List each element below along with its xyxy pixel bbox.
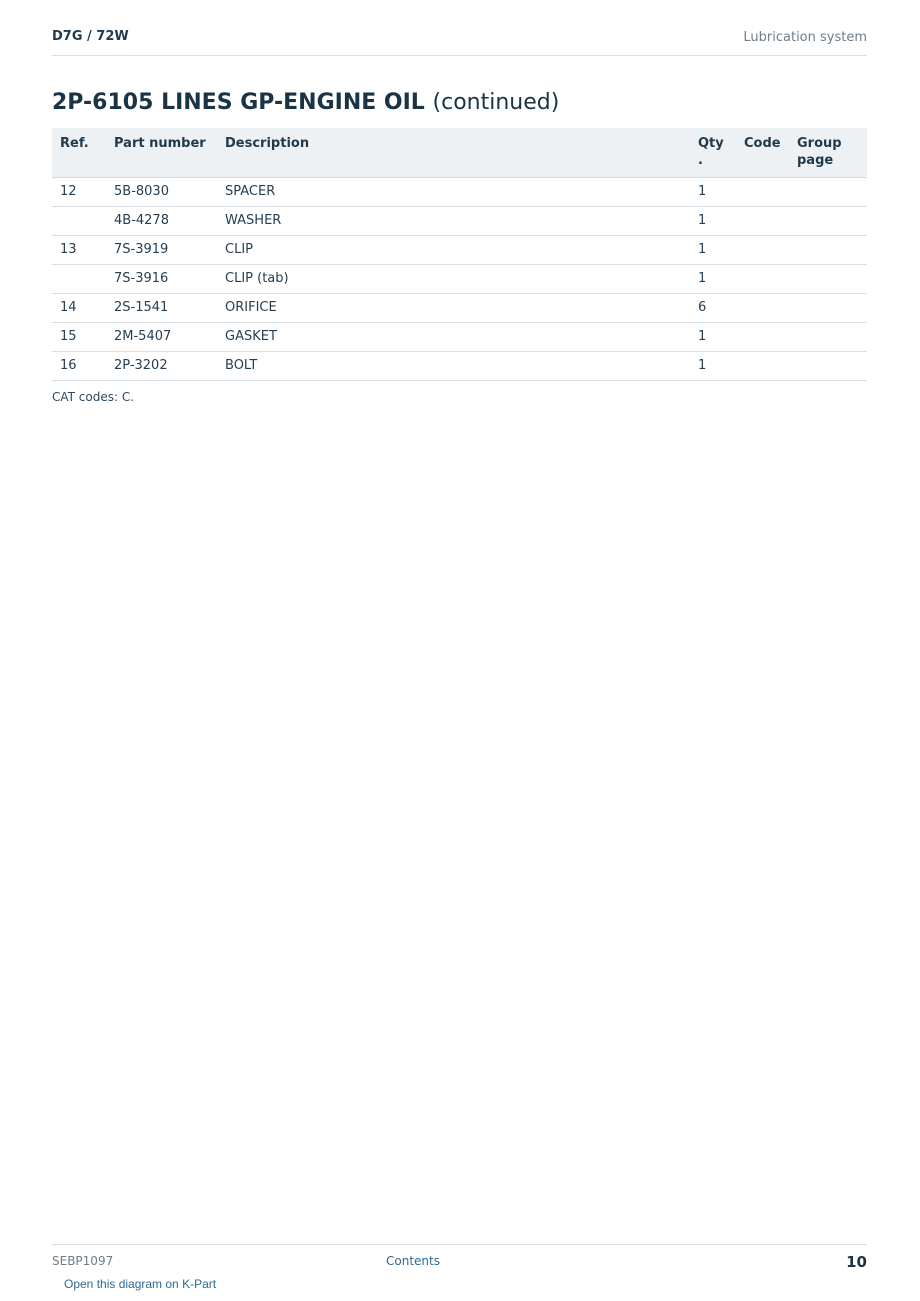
cell-group-page <box>789 323 867 352</box>
title-suffix: (continued) <box>432 90 560 115</box>
header-group-top: Group <box>797 136 842 151</box>
cell-code <box>736 352 789 381</box>
cell-ref: 13 <box>52 236 106 265</box>
table-row <box>52 294 867 323</box>
table-row <box>52 207 867 236</box>
cell-code <box>736 236 789 265</box>
parts-table <box>52 128 867 381</box>
cell-code <box>736 265 789 294</box>
contents-link[interactable]: Contents <box>386 1254 440 1268</box>
cell-group-page <box>789 207 867 236</box>
cell-description: CLIP (tab) <box>217 265 690 294</box>
cell-ref: 16 <box>52 352 106 381</box>
cell-part-number: 7S-3916 <box>106 265 217 294</box>
cell-ref: 15 <box>52 323 106 352</box>
cell-group-page <box>789 178 867 207</box>
cell-description: SPACER <box>217 178 690 207</box>
cell-ref <box>52 265 106 294</box>
page-number: 10 <box>846 1253 867 1271</box>
cell-group-page <box>789 236 867 265</box>
cell-part-number: 7S-3919 <box>106 236 217 265</box>
cell-qty: 1 <box>690 236 736 265</box>
cell-qty: 6 <box>690 294 736 323</box>
cell-description: CLIP <box>217 236 690 265</box>
cell-code <box>736 323 789 352</box>
cell-qty: 1 <box>690 178 736 207</box>
cell-part-number: 2S-1541 <box>106 294 217 323</box>
cell-part-number: 5B-8030 <box>106 178 217 207</box>
table-row <box>52 178 867 207</box>
header-description: Description <box>217 128 690 178</box>
table-row <box>52 323 867 352</box>
table-row <box>52 236 867 265</box>
cell-part-number: 2P-3202 <box>106 352 217 381</box>
header-group-page <box>789 128 867 178</box>
header-group-bottom: page <box>797 153 834 168</box>
cell-description: ORIFICE <box>217 294 690 323</box>
document-id: SEBP1097 <box>52 1254 114 1268</box>
page-title <box>52 90 559 115</box>
header-ref: Ref. <box>52 128 106 178</box>
header-qty-top: Qty <box>698 136 724 151</box>
header-qty-bottom: . <box>698 153 703 168</box>
cell-ref: 12 <box>52 178 106 207</box>
header-part-number: Part number <box>106 128 217 178</box>
cell-group-page <box>789 265 867 294</box>
cell-ref <box>52 207 106 236</box>
open-kpart-link[interactable]: Open this diagram on K-Part <box>64 1277 217 1291</box>
cell-description: WASHER <box>217 207 690 236</box>
cell-group-page <box>789 352 867 381</box>
cell-description: GASKET <box>217 323 690 352</box>
title-main: 2P-6105 LINES GP-ENGINE OIL <box>52 90 425 115</box>
header-code: Code <box>736 128 789 178</box>
cell-qty: 1 <box>690 352 736 381</box>
cell-code <box>736 294 789 323</box>
cell-code <box>736 207 789 236</box>
cell-qty: 1 <box>690 207 736 236</box>
cell-code <box>736 178 789 207</box>
machine-model: D7G / 72W <box>52 29 129 44</box>
cell-qty: 1 <box>690 265 736 294</box>
table-header-row <box>52 128 867 178</box>
header-qty <box>690 128 736 178</box>
cell-part-number: 4B-4278 <box>106 207 217 236</box>
page-header <box>52 28 867 56</box>
table-row <box>52 352 867 381</box>
cell-group-page <box>789 294 867 323</box>
cell-ref: 14 <box>52 294 106 323</box>
section-name: Lubrication system <box>743 30 867 45</box>
cell-qty: 1 <box>690 323 736 352</box>
cell-description: BOLT <box>217 352 690 381</box>
cat-codes-note: CAT codes: C. <box>52 390 135 404</box>
page-footer <box>52 1244 867 1301</box>
table-row <box>52 265 867 294</box>
cell-part-number: 2M-5407 <box>106 323 217 352</box>
